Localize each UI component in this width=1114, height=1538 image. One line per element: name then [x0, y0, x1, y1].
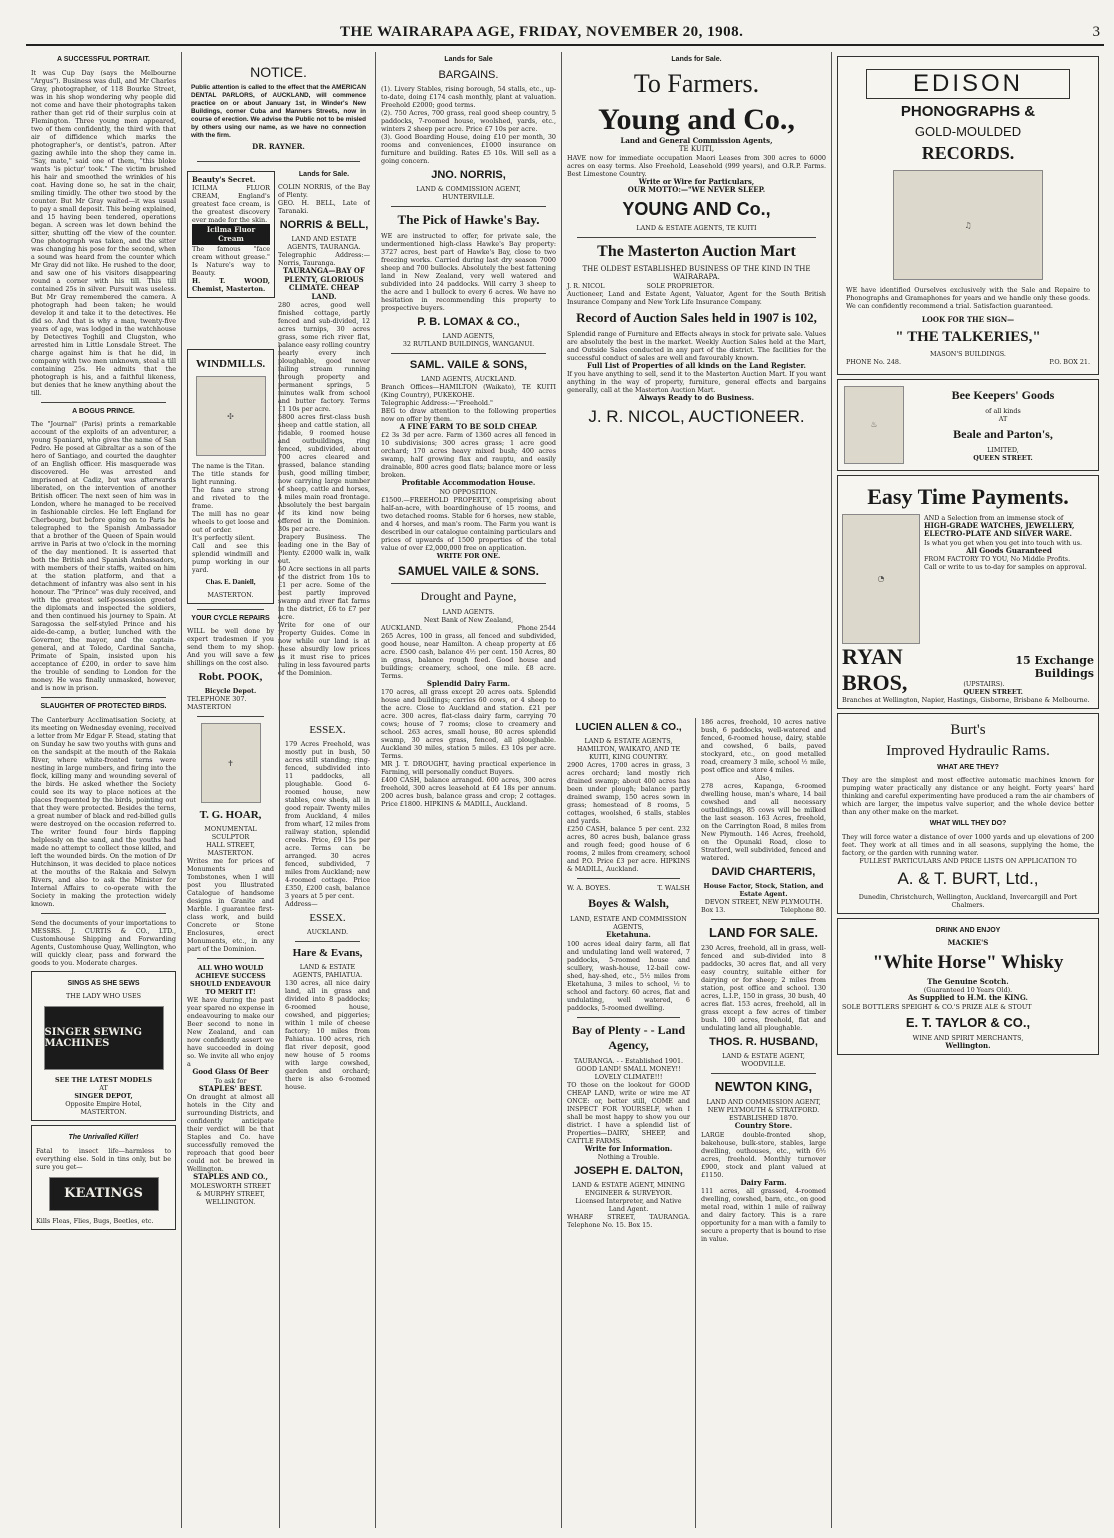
- beale-queen: QUEEN STREET.: [973, 453, 1033, 462]
- young-text: HAVE now for immediate occupation Maori Leases from 300 acres to 6000 acres on easy terms. Also Freehold, Leasehold (999 years), and O.R.P. Farms. Best Limestone Country.: [567, 153, 826, 178]
- edison-pobox: P.O. BOX 21.: [1049, 357, 1090, 366]
- ryan-queen: QUEEN STREET.: [963, 687, 1023, 696]
- column-4a: [562, 718, 696, 1528]
- drought-addr: Next Bank of New Zealand,: [423, 615, 514, 624]
- divider: [41, 402, 166, 403]
- sole-bottlers: SOLE BOTTLERS SPEIGHT & CO.'S PRIZE ALE & STOUT: [842, 1002, 1032, 1011]
- dairy-text: 170 acres, all grass except 20 acres oats. Splendid house and buildings; carries 60 cows, or 4 sheep to the acre. Close to Auckland and station. £21 per acre. 300 acres, flat-class dairy farm, carrying 70 cows; house of 7 rooms; close to creamery and school. 263 acres, small house, 80 acres splendid swamp, 30 acres grass, fenced, all ploughable. Auckland 30 miles, station 5 miles. £3 10s per acre. Terms.: [381, 688, 556, 760]
- wellington: Wellington.: [945, 1040, 991, 1050]
- divider: [197, 609, 264, 610]
- record-text: Splendid range of Furniture and Effects always in stock for private sale. Values are absolutely the best in the market. Weekly Auction Sales held at the Mart, and Outside Sales conducted in any part of the district. The facilities for the successful conduct of sales are well and favourably known.: [567, 329, 826, 362]
- bargain-item: (1). Livery Stables, rising borough, 54 stalls, etc., up-to-date, doing £174 cash monthly, plant at valuation. Freehold £2000; good terms.: [381, 84, 556, 109]
- telegraph: Telegraphic Address:—Norris, Tauranga.: [278, 251, 370, 267]
- charteris-box: Box 13.: [701, 906, 726, 914]
- accommodation-text: £1500.—FREEHOLD PROPERTY, comprising about half-an-acre, with boardinghouse of 15 rooms, and two detached rooms. Stable for 6 horses, new stable, and 4 horses, and man's room. The Farm you want is described in our catalogue containing particulars and prices of upwards of 1500 properties of the total value of over £2,000,000 free on application.: [381, 495, 556, 552]
- charteris-sub: House Factor, Stock, Station, and Estate Agent.: [703, 882, 824, 898]
- land-for-sale: LAND FOR SALE.: [708, 925, 819, 940]
- lucien-allen: LUCIEN ALLEN & CO.,: [575, 722, 682, 733]
- full-list: Full List of Properties of all kinds on the Land Register.: [587, 360, 806, 370]
- vaile-branch: Branch Offices—HAMILTON (Waikato), TE KUITI (King Country), PUKEKOHE.: [381, 382, 556, 399]
- listing: 280 acres, good well finished cottage, partly fenced and sub-divided, 12 acres turnips, 30 acres grass, some rich river flat, balance easy rolling country nearly every inch ploughable, good never failing stream running through property and permanent springs, 5 minutes walk from school and butter factory. Terms £1 10s per acre.: [278, 301, 370, 413]
- windmills-town: MASTERTON.: [207, 590, 254, 599]
- essex-text: 179 Acres Freehold, was mostly put in bush, 50 acres still standing; ring-fenced, subdivided into 11 paddocks, all ploughable. Good 6-roomed house, new stables, cow sheds, all in good repair. Twenty miles from Auckland, 4 miles from wharf, 12 miles from railway station, splendid creeks. Price, £9 15s per acre. Terms can be arranged. 30 acres fenced, subdivided, 7 miles from Auckland; new 4-roomed cottage. Price £350, £200 cash, balance 3 years at 5 per cent.: [285, 740, 370, 900]
- edison-contact: [846, 358, 1090, 366]
- notice-title: NOTICE.: [250, 64, 307, 80]
- masthead-rule: [26, 44, 1104, 46]
- cash-listing: £250 CASH, balance 5 per cent. 232 acres, 80 acres bush, balance grass and rough feed; good house of 6 rooms, 2 miles from creamery, school and P.O. Price £3 per acre. HIPKINS & MADILL, Auckland.: [567, 825, 690, 873]
- always-ready: Always Ready to do Business.: [638, 393, 755, 402]
- firm-name: NORRIS & BELL,: [279, 219, 369, 231]
- lomax-sub: LAND AGENTS,: [442, 331, 495, 340]
- divider: [41, 913, 166, 914]
- samuel-vaile: SAMUEL VAILE & SONS.: [398, 563, 539, 578]
- factory: FROM FACTORY TO YOU, No Middle Profits.: [924, 555, 1071, 563]
- lomax-addr: 32 RUTLAND BUILDINGS, WANGANUI.: [402, 339, 535, 348]
- smoker-image: ♨: [844, 386, 904, 464]
- singer-line: SINGER DEPOT,: [74, 1092, 133, 1100]
- bay-town: TAURANGA. - - Established 1901.: [573, 1056, 684, 1065]
- divider: [295, 941, 360, 942]
- lfs-text: 230 Acres, freehold, all in grass, well-fenced and sub-divided into 8 paddocks, 30 acres flat, and all very easy country, suitable either for dairying or for sheep; 2 miles from station, post office and school. 130 acres, L.I.P., 150 in grass, 30 bush, 40 acres flat. 153 acres, freehold, all in grass except a few acres of timber bush. 100 acres, freehold, flat and undulating land all ploughable.: [701, 944, 826, 1032]
- mart-nicol: J. R. NICOL: [567, 281, 605, 290]
- drink-enjoy: DRINK AND ENJOY: [935, 926, 1001, 934]
- drought-sub: LAND AGENTS.: [442, 607, 495, 616]
- records: RECORDS.: [921, 143, 1015, 163]
- young-town: TE KUITI,: [678, 145, 715, 153]
- auction-mart-heading: The Masterton Auction Mart: [597, 242, 796, 260]
- beauty-tagline: The famous "face cream without grease." Is Nature's way to Beauty.: [192, 245, 270, 277]
- firm-sub: LAND AND ESTATE AGENTS, TAURANGA.: [287, 235, 361, 251]
- drought-text: 265 Acres, 100 in grass, all fenced and subdivided, good house, near Hamilton. A cheap property at £6 acre. £500 cash, balance 4½ per cent. 150 Acres, 80 in grass, balance rough feed. Good house and buildings; creamery, school, one mile. £8 acre. Terms.: [381, 631, 556, 680]
- divider: [391, 583, 546, 584]
- essex-heading-2: ESSEX.: [309, 912, 346, 924]
- column-3: [376, 52, 562, 1528]
- article-text-portrait: It was Cup Day (says the Melbourne "Argus"). Business was dull, and Mr Charles Gray, photographer, of 118 Bourke Street, was in his shop wondering why people did not come and have their photographs taken rather than get rid of their surplus coin at Flemington. Three young men appeared, two of them confidently, the third with that air of diffidence which marks the photographer's, or dentist's, patron. After gazing awhile into the shop they came in. "Say, mate," said one of them, "this bloke wants 'is pictur' took." The victim brushed his hair and smoothed the wrinkles of his coat. Having done so, he sat in the chair, smiling timidly. The other two stood by the counter. But Mr Gray waited—it was usual to pay a small deposit. This being explained, and 15 having been tendered, operations began. A screen was let down behind the sitter, shutting off the view of the counter. One photograph was taken, and the sitter was changing his pose for the second, when a sound was heard from the counter which Mr Gray did not like. He rushed to the door, and saw one of his visitors disappearing round a corner with his till. This till contained 25s in silver. Pursuit was useless. But Mr Gray remembered the camera. A photograph had been taken; he would develop it and take it to the detectives. He did so. And that is why a man, twenty-five years of age, was lodged in the watchhouse by Detectives Toghill and Clugston, who arrested him in Little Lonsdale Street. The charge against him is that he did, in company with two men unknown, steal a till containing 25s. He admits that the photograph is his, and a faithful likeness, but denies that he knew anything about the till.: [31, 68, 176, 397]
- bee-keepers-advert: [837, 379, 1099, 471]
- listing: 5800 acres first-class bush sheep and cattle station, all ridable, 9 roomed house and outbuildings, ring fenced, subdivided, about 700 acres cleared and grassed, balance standing bush, good milling timber, now carrying large number of sheep, cattle and horses, 4 miles main road frontage. Absolutely the best bargain of its kind now being offered in the Dominion. 30s per acre.: [278, 413, 370, 533]
- supplied: As Supplied to H.M. the KING.: [908, 993, 1028, 1002]
- cycle-town: MASTERTON: [187, 703, 232, 711]
- dalton-text: TO those on the lookout for GOOD CHEAP LAND, write or wire me AT ONCE: or, better still, COME and INSPECT FOR YOURSELF, when I shall be most happy to show you our district. I have a splendid list of Properties—DAIRY, SHEEP, and CATTLE FARMS.: [567, 1080, 690, 1145]
- newton-est: ESTABLISHED 1870.: [728, 1114, 799, 1122]
- dalton-addr: WHARF STREET, TAURANGA. Telephone No. 15. Box 15.: [567, 1213, 690, 1229]
- windmill-image: ✣: [196, 376, 266, 456]
- cash-listing: £400 CASH, balance arranged. 600 acres, 300 acres freehold, 300 acres leasehold at £4 18s per annum. 200 acres bush, balance grass and crop; 2 cottages. Price £1800. HIPKINS & MADILL, Auckland.: [381, 776, 556, 808]
- years: (Guaranteed 10 Years Old).: [923, 986, 1013, 994]
- fine-farm-heading: A FINE FARM TO BE SOLD CHEAP.: [399, 421, 538, 431]
- divider: [577, 1017, 680, 1018]
- lucien-text: 2900 Acres, 1700 acres in grass, 3 acres orchard; land mostly rich drained swamp; about 400 acres has been under plough; balance partly drained swamp, 150 acres sown in grass; homestead of 8 rooms, 5 cottages, woolshed, 6 stalls, stables and yards.: [567, 761, 690, 825]
- vaile-sub: LAND AGENTS, AUCKLAND.: [420, 374, 517, 383]
- dairy-heading: Splendid Dairy Farm.: [426, 678, 511, 688]
- notice-signature: DR. RAYNER.: [252, 142, 305, 151]
- lands-norris-bell: [278, 167, 370, 678]
- will-text: They will force water a distance of over 1000 yards and up elevations of 200 feet. They work at all times and in all seasons, supplying the home, the factory, or the garden with running water.: [842, 832, 1094, 857]
- write-info: Write for Information.: [584, 1143, 673, 1153]
- consignment-notice: Send the documents of your importations to MESSRS. J. CURTIS & CO., LTD., Customhouse Shipping and Forwarding Agents, Customhouse Quay, Wellington, who will quickly clear, pass and forward the goods to you. Moderate charges.: [31, 918, 176, 967]
- monument-image: ✝: [201, 723, 261, 803]
- charteris-contact: [701, 906, 826, 914]
- essex-heading: ESSEX.: [309, 724, 346, 736]
- windmills-title: WINDMILLS.: [195, 358, 266, 370]
- husband-name: THOS. R. HUSBAND,: [709, 1036, 818, 1048]
- listing: 278 acres, Kapanga, 6-roomed dwelling house, man's whare, 14 bail cowshed and all necessary outbuildings, 85 cows will be milked the last season. 163 Acres, freehold, on the Carrington Road, 8 miles from New Plymouth. 146 Acres, freehold, on the Opunaki Road, close to Stratford, well subdivided, fenced and watered.: [701, 782, 826, 862]
- bargain-item: (2). 750 Acres, 700 grass, real good sheep country, 5 paddocks, 7-roomed house, woolshed, yards, etc., winters 2 sheep per acre. Price £7 10s per acre.: [381, 108, 556, 133]
- singer-line: MASTERTON.: [80, 1108, 127, 1116]
- windmills-advert: [187, 349, 274, 604]
- no-opposition: NO OPPOSITION.: [439, 487, 498, 496]
- pick-text: WE are instructed to offer, for private sale, the undermentioned high-class Hawke's Bay property: 3727 acres, best part of Hawke's Bay, close to two freezing works. Carried during last dry season 7000 sheep and 700 bullocks. Absolutely the best fattening land in New Zealand, very well watered and subdivided into 24 paddocks. Will carry 3 sheep to the acre and 1 bullock to every 6 acres. We have no hesitation in recommending this property to prospective buyers.: [381, 231, 556, 312]
- charteris-tel: Telephone 80.: [780, 906, 826, 914]
- ryan-bros-advert: [837, 475, 1099, 709]
- column-4: [562, 52, 832, 718]
- boyes-text: 100 acres ideal dairy farm, all flat and undulating land well watered, 7 paddocks, 5-roomed house and scullery, wash-house, 12-bail cow-shed, hay-shed, etc., 5½ miles from Eketahuna, 3 miles to school, ½ to school and factory. 60 acres, flat and undulating, well watered, 6 paddocks, 5-roomed dwelling.: [567, 939, 690, 1012]
- beauty-product: Icilma Fluor Cream: [192, 224, 270, 245]
- divider: [577, 878, 680, 879]
- essex-address-label: Address—: [285, 900, 318, 908]
- staples-text: WE have during the past year spared no expense in endeavouring to make our Beer second to none in New Zealand, and can now confidently assert we have succeeded in doing so. We invite all who enjoy a: [187, 996, 274, 1068]
- singer-headline: SINGS AS SHE SEWS: [67, 979, 140, 987]
- hoar-advert: [187, 723, 274, 953]
- cycle-sub: Bicycle Depot.: [204, 687, 257, 695]
- divider: [711, 1073, 816, 1074]
- charteris-addr: DEVON STREET, NEW PLYMOUTH.: [704, 898, 823, 906]
- notice-text: Public attention is called to the effect that the AMERICAN DENTAL PARLORS, of AUCKLAND, will commence practice on or about January 1st, in Winder's New Buildings, corner Cuba and Manners Streets, now in course of erection. We advise the Public not to be misled by others using our name, as we have no connection with the firm.: [191, 84, 366, 139]
- windmills-line: The fans are strong and riveted to the frame.: [192, 486, 269, 510]
- essex-town: AUCKLAND.: [306, 928, 349, 936]
- hoar-text: Writes me for prices of Monuments and Tombstones, when I will post you Illustrated Catalogue of handsome designs in Granite and Marble. I guarantee first-class work, and build Concrete or Stone Enclosures, erect Monuments, etc., in any part of the Dominion.: [187, 857, 274, 953]
- singer-subhead: THE LADY WHO USES: [66, 992, 141, 1000]
- column-5: [832, 52, 1104, 1528]
- boyes-right: T. WALSH: [657, 884, 690, 892]
- young-name-2: YOUNG AND Co.,: [622, 198, 771, 219]
- mart-proprietor: [567, 282, 826, 290]
- auction-mart-sub: THE OLDEST ESTABLISHED BUSINESS OF THE KIND IN THE WAIRARAPA.: [582, 264, 811, 281]
- keatings-advert: [31, 1125, 176, 1230]
- mackie: MACKIE'S: [947, 938, 989, 947]
- staples-good: Good Glass Of Beer: [192, 1067, 269, 1076]
- gold-moulded: GOLD-MOULDED: [914, 124, 1022, 139]
- lands-heading: Lands for Sale.: [671, 56, 722, 63]
- keatings-title: The Unrivalled Killer!: [68, 1134, 139, 1141]
- hoar-trade: MONUMENTAL SCULPTOR: [204, 825, 257, 841]
- talkeries: " THE TALKERIES,": [895, 328, 1041, 345]
- divider: [41, 697, 166, 698]
- staples-text2: On draught at almost all hotels in the City and surrounding Districts, and confidently anticipate their verdict will be that Staples and Co. have successfully removed the reproach that good beer could not be brewed in Wellington.: [187, 1093, 274, 1173]
- drought-payne: Drought and Payne,: [420, 588, 517, 603]
- bay-of-plenty: Bay of Plenty - - Land Agency,: [571, 1022, 685, 1052]
- cycle-advert: [187, 615, 274, 712]
- hare-evans-sub: LAND & ESTATE AGENTS, PAHIATUA.: [292, 963, 363, 979]
- dalton-name: JOSEPH E. DALTON,: [573, 1165, 683, 1177]
- dalton-tel: Licensed Interpreter, and Native Land Agent.: [575, 1197, 682, 1213]
- call: Call or write to us to-day for samples on approval.: [924, 563, 1087, 571]
- edison-advert: [837, 56, 1099, 375]
- motto: OUR MOTTO:—"WE NEVER SLEEP.: [627, 185, 766, 194]
- newspaper-title: THE WAIRARAPA AGE, FRIDAY, NOVEMBER 20, 1908.: [340, 24, 744, 40]
- boyes-sub: LAND, ESTATE AND COMMISSION AGENTS,: [570, 915, 687, 931]
- auctioneer: J. R. NICOL, AUCTIONEER.: [588, 406, 805, 426]
- phonographs: PHONOGRAPHS &: [900, 103, 1036, 120]
- guaranteed: All Goods Guaranteed: [966, 545, 1052, 555]
- burt-towns: Dunedin, Christchurch, Wellington, Auckland, Invercargill and Port Chalmers.: [858, 892, 1078, 909]
- column-2-left: [182, 345, 280, 1528]
- watches: HIGH-GRADE WATCHES, JEWELLERY, ELECTRO-PLATE AND SILVER WARE.: [924, 520, 1075, 538]
- divider: [391, 206, 546, 207]
- article-heading-portrait: A SUCCESSFUL PORTRAIT.: [57, 56, 150, 63]
- staples-firm: STAPLES AND CO.,: [193, 1172, 268, 1181]
- masons: MASON'S BUILDINGS.: [930, 349, 1006, 358]
- singer-line: SEE THE LATEST MODELS: [55, 1076, 152, 1084]
- hoar-name: T. G. HOAR,: [199, 809, 262, 821]
- lucien-sub: LAND & ESTATE AGENTS,: [584, 737, 673, 745]
- listing: Drapery Business. The leading one in the Bay of Plenty. £2000 walk in, walk out.: [278, 533, 370, 565]
- column-2-right: [280, 720, 376, 1528]
- staples-askfor: To ask for: [214, 1076, 247, 1085]
- whisky-advert: [837, 918, 1099, 1056]
- windmills-line: The title stands for light running.: [192, 470, 269, 486]
- edison-title: EDISON: [866, 69, 1070, 99]
- mart-text: Auctioneer, Land and Estate Agent, Valuator, Agent for the South British Insurance Company and New York Life Insurance Company.: [567, 289, 826, 306]
- listing: Write for one of our Property Guides. Come in now while our land is at these absurdly low prices as it must rise to prices ruling in less favoured parts of the Dominion.: [278, 621, 370, 677]
- burt-name: Burt's: [950, 721, 986, 738]
- charteris-name: DAVID CHARTERIS,: [711, 866, 816, 878]
- bargains-heading: BARGAINS.: [438, 68, 499, 81]
- pick-heading: The Pick of Hawke's Bay.: [397, 211, 540, 227]
- windmills-line: The name is the Titan.: [192, 462, 265, 470]
- drought-town-name: AUCKLAND.: [381, 623, 423, 632]
- good-land: GOOD LAND! SMALL MONEY!! LOVELY CLIMATE!!!: [576, 1064, 681, 1081]
- ryan-addr: 15 Exchange Buildings: [1015, 653, 1094, 680]
- hydraulic-rams: Improved Hydraulic Rams.: [886, 742, 1050, 759]
- article-heading-prince: A BOGUS PRINCE.: [72, 407, 135, 415]
- bee-at: AT: [998, 414, 1008, 423]
- country-text: LARGE double-fronted shop, bakehouse, bulk-store, stables, large dwelling, outhouses, etc., with 6½ acres, freehold. Monthly turnover £900, stock and plant valued at £1150.: [701, 1130, 826, 1179]
- newton-king: NEWTON KING,: [714, 1079, 813, 1094]
- divider: [197, 716, 264, 717]
- listing: 186 acres, freehold, 10 acres native bush, 6 paddocks, well-watered and fenced, 6-roomed house, dairy, stable and cowshed, 6 bails, paved stockyard, etc., on good metalled road, creamery 3 mile, school ½ mile, post office and store 4 miles.: [701, 718, 826, 774]
- listing: 50 Acre sections in all parts of the district from 10s to £1 per acre. Some of the best partly improved swamp and river flat farms in the district, £6 to £7 per acre.: [278, 565, 370, 621]
- keatings-text: Fatal to insect life—harmless to everything else. Sold in tins only, but be sure you get—: [36, 1146, 171, 1171]
- beauty-advert: [187, 171, 275, 299]
- also-label: Also,: [755, 774, 772, 782]
- beauty-agent: H. T. WOOD, Chemist, Masterton.: [192, 277, 270, 293]
- drought-phone: Phone 2544: [517, 623, 556, 632]
- to-farmers: To Farmers.: [633, 68, 760, 98]
- boyes-partners: [567, 884, 690, 892]
- windmills-dealer: Chas. E. Daniell,: [205, 578, 256, 586]
- ryan-bros: RYAN BROS,: [842, 643, 908, 695]
- boyes-left: W. A. BOYES.: [567, 884, 611, 892]
- taylor-sub: WINE AND SPIRIT MERCHANTS,: [912, 1033, 1024, 1042]
- young-name: Young and Co.,: [598, 102, 795, 136]
- staples-addr: MOLESWORTH STREET & MURPHY STREET,: [190, 1181, 271, 1198]
- beauty-title: Beauty's Secret.: [192, 174, 256, 184]
- jno-norris: JNO. NORRIS,: [431, 168, 506, 181]
- upstairs: (UPSTAIRS).: [963, 679, 1005, 688]
- boyes-town: Eketahuna.: [606, 930, 651, 939]
- singer-line: AT: [99, 1084, 108, 1092]
- hoar-address: HALL STREET, MASTERTON.: [206, 841, 255, 857]
- cycle-text: WILL be well done by expert tradesmen if you send them to my shop. And you will save a few shillings on the cost also.: [187, 627, 274, 667]
- lomax-name: P. B. LOMAX & CO.,: [417, 315, 520, 328]
- vaile-tel: Telegraphic Address:—"Freehold.": [381, 398, 493, 407]
- page-number: 3: [1092, 24, 1100, 40]
- nothing-trouble: Nothing a Trouble.: [597, 1153, 660, 1161]
- hare-evans-name: Hare & Evans,: [292, 947, 363, 959]
- dairy-farm: Dairy Farm.: [740, 1177, 787, 1187]
- divider: [197, 161, 360, 162]
- fine-farm-text: £2 3s 3d per acre. Farm of 1360 acres all fenced in 10 subdivisions; 300 acres grass; 1 acre good orchard; 170 acres heavy mixed bush; 400 acres swamp, half growing flax and rauptu, and easily drainable, 800 acres good flats; balance more or less broken.: [381, 431, 556, 479]
- accommodation-heading: Profitable Accommodation House.: [401, 478, 536, 487]
- what-are-they: WHAT ARE THEY?: [937, 763, 999, 771]
- young-sub: Land and General Commission Agents,: [620, 135, 773, 145]
- column-4b: [696, 718, 832, 1528]
- edison-phone: PHONE No. 248.: [846, 357, 902, 366]
- agent-left: COLIN NORRIS, of the Bay of Plenty.: [278, 183, 370, 199]
- cycle-tel: TELEPHONE 307.: [187, 695, 247, 703]
- dairy-text: 111 acres, all grassed, 4-roomed dwelling, cowshed, barn, etc., on good metal road, within 1 mile of railway and dairy factory. This is a rare opportunity for a man with a family to secure a property that is bound to rise in value.: [701, 1187, 827, 1243]
- drought-note: MR J. T. DROUGHT, having practical experience in Farming, will personally conduct Buyers.: [381, 760, 556, 776]
- write-wire: Write or Wire for Particulars,: [638, 176, 755, 186]
- full-list-text: If you have anything to sell, send it to the Masterton Auction Mart. If you want anything in the way of property, furniture, general effects and bargains generally, call at the Masterton Auction Mart.: [567, 370, 826, 394]
- beale-limited: LIMITED,: [987, 445, 1019, 454]
- staples-town: WELLINGTON.: [205, 1197, 256, 1206]
- article-heading-birds: SLAUGHTER OF PROTECTED BIRDS.: [40, 703, 167, 710]
- fuller: FULLEST PARTICULARS AND PRICE LISTS ON APPLICATION TO: [859, 856, 1077, 865]
- what-will-they-do: WHAT WILL THEY DO?: [929, 820, 1007, 827]
- bee-title: Bee Keepers' Goods: [951, 387, 1055, 402]
- windmills-line: It's perfectly silent.: [192, 534, 255, 542]
- lands-heading: Lands for Sale.: [298, 170, 350, 178]
- jno-sub: LAND & COMMISSION AGENT,: [416, 184, 521, 193]
- agent-right: GEO. H. BELL, Late of Taranaki.: [278, 199, 370, 215]
- boyes-walsh: Boyes & Walsh,: [588, 896, 669, 910]
- edison-text: WE have identified Ourselves exclusively with the Sale and Repaire to Phonographs and Gramaphones for years and we handle only these goods. We can confidently recommend a trial. Satisfaction guaranteed.: [846, 286, 1090, 310]
- look-for-sign: LOOK FOR THE SIGN—: [921, 315, 1015, 324]
- beauty-text: ICILMA FLUOR CREAM, England's greatest face cream, is the greatest discovery ever made for the skin.: [192, 184, 270, 224]
- article-text-prince: The "Journal" (Paris) prints a remarkable account of the exploits of an adventurer, a young Spaniard, who gives the name of San Pedro. He posed at Gibraltar as a son of the hero of Santiago, and courted the daughter of an English officer. His masquerade was discovered. He was arrested and imprisoned at Cadiz, but was afterwards liberated, on the intervention of another British officer. The next seen of him was in London, where he managed to be received in fashionable circles. He left England for Cherbourg, but before going on to Paris he telegraphed to the Spanish Ambassador that a brother of the Queen of Spain would arrive in Paris at two o'clock in the morning of the day mentioned. It is asserted that both the British and Spanish Ambassadors, with members of their staffs, waited on him at the station platform, and that a detachment of infantry was also sent in his honour. The "Prince" was duly received, and with the greatest self-possession greeted the diplomats and inspected the soldiers, and then continued his journey to Spain. At Saragossa the self-styled Prince and his aide-de-camp, a butler, lunched with the Governor, the mayor, and the captain-general, and at Toledo, Cardinal Sancha, Primate of Spain, insisted upon his acceptance of £200, in order to save him the trouble of sending to London for the money. He was finally unmasked, however, and is now in prison.: [31, 420, 176, 692]
- article-text-birds: The Canterbury Acclimatisation Society, at its meeting on Wednesday evening, received a letter from Mr Edgar F. Stead, stating that on Sunday he saw two youths with guns and on the sandspit at the mouth of the Rakaia River, where white-fronted terns were nesting in large numbers, and firing into the flock, killing many and wounding several of the birds. He asked whether the Society could see its way to place notices at the places frequented by the birds, pointing out that they were protected. Besides the terns, a great number of black and red-billed gulls were destroyed on the occasion referred to. The writer found four birds flapping helplessly on the sand, and the youths had made no attempt to collect those killed, and left the wounded birds. On the motion of Dr Hutchinson, it was decided to place notices at the mouths of the Rakaia and Selwyn Rivers, and also to ask the Minister for Internal Affairs to co-operate with the Society in making the protection widely known.: [31, 715, 176, 908]
- singer-advert: [31, 971, 176, 1122]
- vaile-text: BEG to draw attention to the following properties now on offer by them.: [381, 406, 556, 423]
- country-store: Country Store.: [734, 1121, 793, 1130]
- drought-town: [381, 624, 556, 632]
- singer-logo-image: SINGER SEWING MACHINES: [44, 1006, 164, 1070]
- husband-sub: LAND & ESTATE AGENT, WOODVILLE.: [722, 1052, 805, 1068]
- lands-heading: Lands for Sale: [444, 56, 493, 63]
- genuine-scotch: The Genuine Scotch.: [927, 976, 1009, 986]
- keatings-kills: Kills Fleas, Flies, Bugs, Beetles, etc.: [36, 1216, 154, 1225]
- beale-parton: Beale and Parton's,: [953, 426, 1053, 441]
- bargain-item: (3). Good Boarding House, doing £10 per month, 30 rooms and conveniences, £1000 insurance on furniture and building. Rates £5 10s. Will sell as a going concern.: [381, 132, 556, 165]
- branches: Branches at Wellington, Napier, Hastings, Gisborne, Brisbane & Melbourne.: [842, 695, 1090, 704]
- jno-town: HUNTERVILLE.: [442, 192, 495, 201]
- dalton-sub: LAND & ESTATE AGENT, MINING ENGINEER & SURVEYOR.: [572, 1181, 685, 1197]
- divider: [391, 353, 546, 354]
- easy-text-2: Is what you get when you get into touch with us.: [924, 538, 1083, 547]
- cycle-dealer: Robt. POOK,: [198, 671, 263, 683]
- hare-evans-text: 130 acres, all nice dairy land, all in grass and divided into 8 paddocks; 6-roomed house, cowshed, and piggeries; within 1 mile of cheese factory; 10 miles from Pahiatua. 100 acres, rich flat river deposit, good new house of 5 rooms with large cowshed, garden and orchard; there is also 6-roomed house.: [285, 979, 370, 1091]
- white-horse: "White Horse" Whisky: [872, 951, 1064, 973]
- phonograph-image: ♫: [893, 170, 1043, 280]
- record-heading: Record of Auction Sales held in 1907 is 102,: [576, 309, 817, 325]
- column-1: [26, 52, 182, 1528]
- burt-advert: [837, 713, 1099, 914]
- mart-prop: SOLE PROPRIETOR.: [646, 281, 715, 290]
- what-text: They are the simplest and most effective automatic machines known for pumping water practically any distance or any height. Forty years' hard thinking and careful experimenting have produced a ram the air chambers of which are larger, the impetus valve superior, and the whole device better than any other make on the market.: [842, 776, 1094, 816]
- singer-line: Opposite Empire Hotel,: [65, 1100, 142, 1108]
- staples-best: STAPLES' BEST.: [198, 1083, 263, 1093]
- burt-firm: A. & T. BURT, Ltd.,: [897, 868, 1039, 888]
- lucien-town: HAMILTON, WAIKATO, AND TE KUITI, KING COUNTRY.: [576, 745, 681, 761]
- keatings-tin-image: KEATINGS: [49, 1177, 159, 1211]
- divider: [711, 919, 816, 920]
- young-sub-2: LAND & ESTATE AGENTS, TE KUITI: [636, 223, 757, 232]
- taylor-name: E. T. TAYLOR & CO.,: [905, 1014, 1031, 1030]
- windmills-line: Call and see this splendid windmill and pump working in our yard.: [192, 542, 269, 574]
- divider: [577, 237, 816, 238]
- newton-sub: LAND AND COMMISSION AGENT, NEW PLYMOUTH & STRATFORD.: [706, 1098, 821, 1114]
- easy-time-payments: Easy Time Payments.: [867, 483, 1069, 509]
- cycle-title: YOUR CYCLE REPAIRS: [191, 614, 270, 622]
- pocket-watch-image: ◔: [842, 514, 920, 644]
- bee-kinds: of all kinds: [985, 406, 1021, 415]
- notice-advert: [187, 56, 370, 156]
- staples-advert: [187, 964, 274, 1206]
- windmills-line: The mill has no gear wheels to get loose and out of order.: [192, 510, 269, 534]
- easy-text: AND a Selection from an immense stock of: [924, 513, 1064, 522]
- masthead: [0, 0, 1114, 44]
- vaile-name: SAML. VAILE & SONS,: [409, 358, 528, 371]
- write-for-one: WRITE FOR ONE.: [436, 551, 501, 560]
- divider: [197, 958, 264, 959]
- staples-head: ALL WHO WOULD ACHIEVE SUCCESS SHOULD ENDEAVOUR TO MERIT IT!: [190, 964, 271, 996]
- tauranga-heading: TAURANGA—BAY OF PLENTY, GLORIOUS CLIMATE. CHEAP LAND.: [283, 266, 365, 301]
